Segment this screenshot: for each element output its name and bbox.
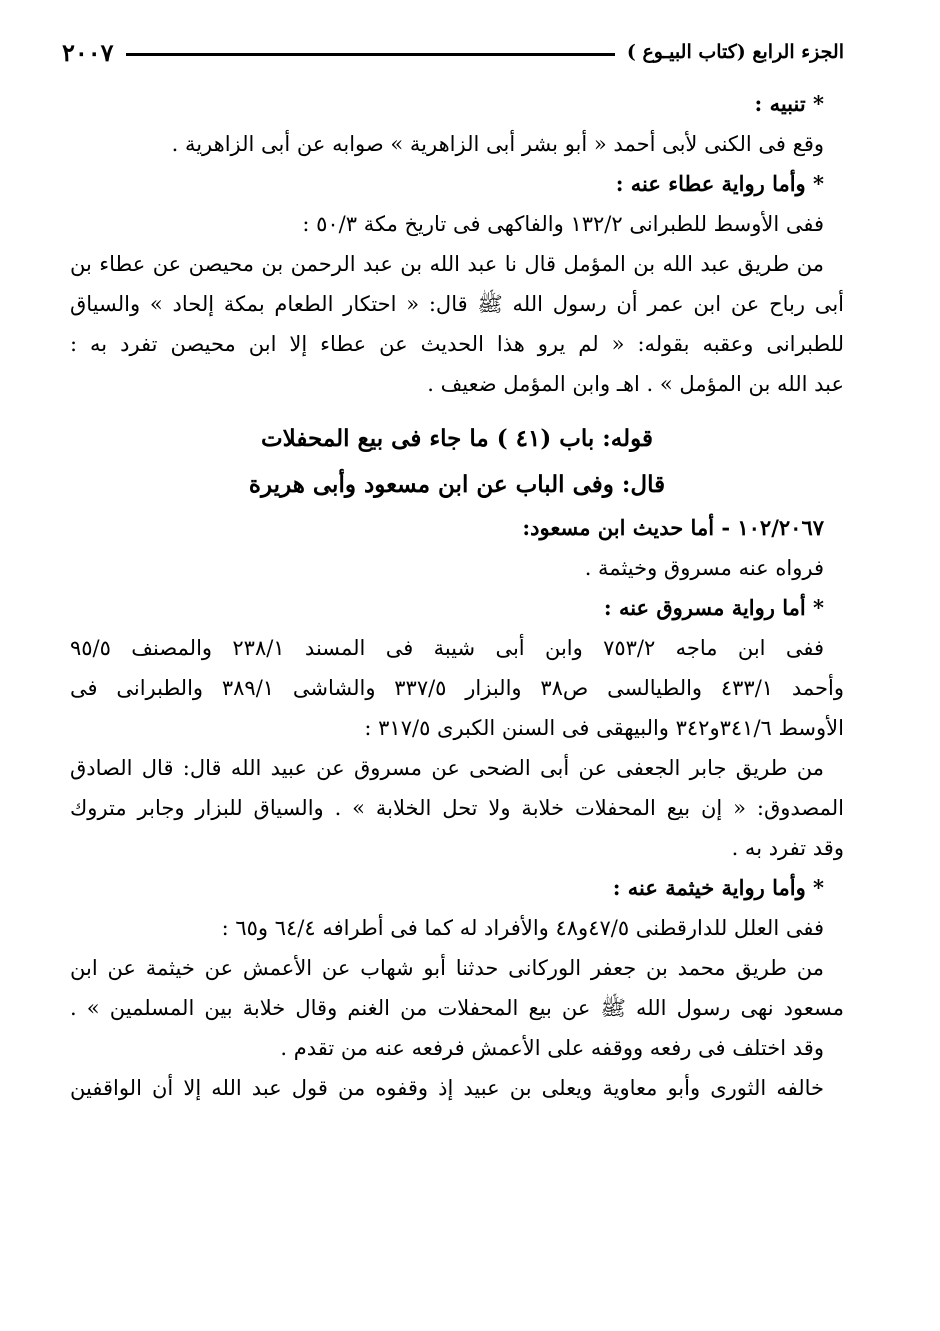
paragraph-line: المصدوق: « إن بيع المحفلات خلابة ولا تحل الخلابة » . والسياق للبزار وجابر متروك: [70, 796, 844, 820]
paragraph-line: من طريق جابر الجعفى عن أبى الضحى عن مسروق عن عبيد الله قال: قال الصادق: [70, 756, 824, 780]
page-number: ٢٠٠٧: [62, 37, 114, 67]
paragraph-line: مسعود نهى رسول الله ﷺ عن بيع المحفلات من الغنم وقال خلابة بين المسلمين » .: [70, 996, 844, 1020]
paragraph-line: ففى الأوسط للطبرانى ١٣٢/٢ والفاكهى فى تاريخ مكة ٥٠/٣ :: [302, 212, 824, 236]
spacer: [70, 404, 844, 416]
paragraph-line: من طريق محمد بن جعفر الوركانى حدثنا أبو شهاب عن الأعمش عن خيثمة عن ابن: [70, 956, 824, 980]
section-heading-khaythama: * وأما رواية خيثمة عنه :: [612, 875, 824, 900]
paragraph-line: فرواه عنه مسروق وخيثمة .: [584, 556, 824, 580]
paragraph-line: وقد تفرد به .: [731, 836, 844, 860]
running-title: الجزء الرابع (كتاب البيـوع ): [626, 41, 844, 63]
hadith-heading: ١٠٢/٢٠٦٧ - أما حديث ابن مسعود:: [522, 515, 824, 540]
paragraph-line: وأحمد ٤٣٣/١ والطيالسى ص٣٨ والبزار ٣٣٧/٥ والشاشى ٣٨٩/١ والطبرانى فى: [70, 676, 844, 700]
section-heading-note: * تنبيه :: [754, 91, 824, 116]
chapter-subtitle: قال: وفى الباب عن ابن مسعود وأبى هريرة: [248, 471, 666, 498]
page-header: [62, 34, 844, 70]
paragraph-line: الأوسط ٣٤١/٦و٣٤٢ والبيهقى فى السنن الكبرى ٣١٧/٥ :: [364, 716, 844, 740]
paragraph-line: للطبرانى وعقبه بقوله: « لم يرو هذا الحديث عن عطاء إلا ابن محيصن تفرد به :: [70, 332, 844, 356]
paragraph-line: من طريق عبد الله بن المؤمل قال نا عبد الله بن عبد الرحمن بن محيصن عن عطاء بن: [70, 252, 824, 276]
paragraph-line: عبد الله بن المؤمل » . اهـ وابن المؤمل ضعيف .: [427, 372, 844, 396]
section-heading-masruq: * أما رواية مسروق عنه :: [603, 595, 824, 620]
section-heading-ata: * وأما رواية عطاء عنه :: [615, 171, 824, 196]
paragraph-line: ففى العلل للدارقطنى ٤٧/٥و٤٨ والأفراد له كما فى أطرافه ٦٤/٤ و٦٥ :: [221, 916, 824, 940]
page-body: [70, 84, 844, 1108]
paragraph-line: أبى رباح عن ابن عمر أن رسول الله ﷺ قال: « احتكار الطعام بمكة إلحاد » والسياق: [70, 292, 844, 316]
paragraph-line: وقد اختلف فى رفعه ووقفه على الأعمش فرفعه عنه من تقدم .: [280, 1036, 824, 1060]
paragraph-line: خالفه الثورى وأبو معاوية ويعلى بن عبيد إذ وقفوه من قول عبد الله إلا أن الواقفين: [70, 1076, 824, 1100]
paragraph-line: وقع فى الكنى لأبى أحمد « أبو بشر أبى الزاهرية » صوابه عن أبى الزاهرية .: [171, 132, 824, 156]
paragraph-line: ففى ابن ماجه ٧٥٣/٢ وابن أبى شيبة فى المسند ٢٣٨/١ والمصنف ٩٥/٥: [70, 636, 825, 660]
header-rule: [126, 53, 615, 56]
chapter-title: قوله: باب (٤١ ) ما جاء فى بيع المحفلات: [261, 425, 653, 452]
